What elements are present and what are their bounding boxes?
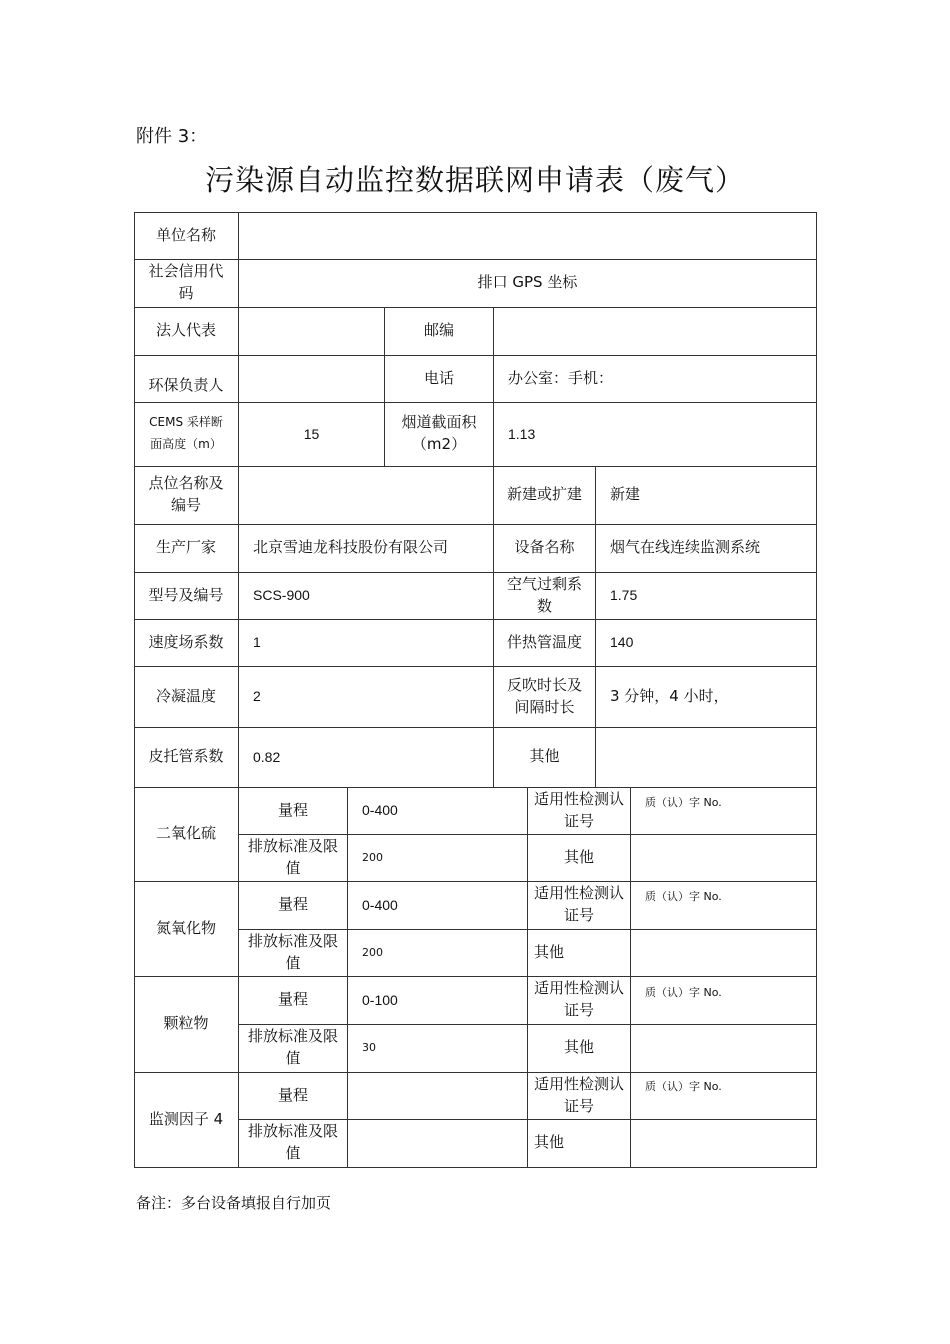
factor-range-value[interactable]: 0-100 [362, 991, 398, 1008]
factor-name: 二氧化硫 [155, 824, 216, 843]
phone-field[interactable]: 办公室：手机： [508, 368, 614, 387]
cems-height-value[interactable]: 15 [303, 425, 320, 442]
factor-range-value[interactable] [348, 1072, 527, 1119]
manufacturer-value[interactable]: 北京雪迪龙科技股份有限公司 [253, 538, 449, 557]
manufacturer-label: 生产厂家 [155, 538, 216, 557]
phone-label: 电话 [423, 368, 454, 387]
factor-other-field[interactable] [631, 929, 816, 976]
new-or-expand-label: 新建或扩建 [506, 485, 582, 504]
application-form [134, 212, 817, 1168]
footnote: 备注：多台设备填报自行加页 [136, 1194, 332, 1212]
factor-range-label: 量程 [277, 800, 308, 819]
factor-std-value[interactable] [348, 1119, 527, 1167]
flue-area-value[interactable]: 1.13 [508, 425, 536, 442]
other-label: 其他 [529, 747, 560, 766]
factor-std-label: 排放标准及限值 [247, 836, 338, 877]
legal-rep-field[interactable] [239, 307, 384, 355]
condense-label: 冷凝温度 [155, 686, 216, 705]
factor-cert-label: 适用性检测认证号 [533, 979, 624, 1019]
factor-std-label: 排放标准及限值 [247, 931, 338, 972]
pitot-value[interactable]: 0.82 [253, 748, 281, 765]
factor-other-label: 其他 [563, 1038, 594, 1057]
model-value[interactable]: SCS-900 [253, 587, 310, 604]
velocity-value[interactable]: 1 [253, 634, 261, 651]
unit-name-field[interactable] [239, 212, 816, 259]
model-label: 型号及编号 [148, 585, 224, 604]
flue-area-label: 烟道截面积（m2） [401, 413, 477, 453]
credit-code-label: 社会信用代码 [148, 262, 224, 302]
cems-height-label: CEMS 采样断面高度（m） [149, 415, 223, 451]
new-or-expand-value[interactable]: 新建 [610, 485, 641, 504]
factor-cert-label: 适用性检测认证号 [533, 1074, 624, 1115]
factor-range-value[interactable]: 0-400 [362, 802, 398, 819]
heat-pipe-label: 伴热管温度 [506, 632, 582, 651]
unit-name-label: 单位名称 [155, 225, 216, 244]
factor-std-value[interactable]: 30 [362, 1041, 376, 1055]
postcode-field[interactable] [494, 307, 816, 355]
annex-label: 附件 3： [136, 126, 208, 147]
factor-cert-label: 适用性检测认证号 [533, 789, 624, 830]
factor-cert-value[interactable]: 质（认）字 No. [645, 986, 722, 1000]
heat-pipe-value[interactable]: 140 [610, 634, 634, 651]
point-name-field[interactable] [239, 466, 493, 524]
factor-other-field[interactable] [631, 834, 816, 881]
factor-range-label: 量程 [277, 1085, 308, 1104]
factor-range-label: 量程 [277, 990, 308, 1009]
env-manager-label: 环保负责人 [148, 376, 224, 395]
factor-std-label: 排放标准及限值 [247, 1122, 338, 1162]
factor-other-field[interactable] [631, 1024, 816, 1072]
device-name-value[interactable]: 烟气在线连续监测系统 [610, 538, 761, 557]
factor-name: 监测因子 4 [148, 1109, 224, 1128]
factor-other-label: 其他 [563, 847, 594, 866]
factor-range-value[interactable]: 0-400 [362, 896, 398, 913]
other-field[interactable] [596, 727, 816, 787]
factor-other-field[interactable] [631, 1119, 816, 1167]
factor-cert-value[interactable]: 质（认）字 No. [645, 1080, 722, 1094]
blowback-value[interactable]: 3 分钟，4 小时， [610, 686, 729, 705]
factor-range-label: 量程 [277, 895, 308, 914]
factor-std-value[interactable]: 200 [362, 945, 383, 959]
excess-air-value[interactable]: 1.75 [610, 587, 638, 604]
postcode-label: 邮编 [423, 321, 454, 340]
factor-name: 颗粒物 [163, 1014, 209, 1033]
legal-rep-label: 法人代表 [155, 321, 216, 340]
factor-cert-value[interactable]: 质（认）字 No. [645, 890, 722, 904]
excess-air-label: 空气过剩系数 [506, 574, 582, 615]
condense-value[interactable]: 2 [253, 688, 261, 705]
factor-cert-label: 适用性检测认证号 [533, 884, 624, 924]
factor-other-label: 其他 [534, 1133, 565, 1152]
form-rule [816, 212, 817, 1168]
point-name-label: 点位名称及编号 [148, 474, 224, 514]
env-manager-field[interactable] [239, 355, 384, 402]
factor-std-label: 排放标准及限值 [247, 1027, 338, 1067]
blowback-label: 反吹时长及间隔时长 [506, 675, 582, 716]
page-title: 污染源自动监控数据联网申请表（废气） [204, 163, 745, 197]
factor-std-value[interactable]: 200 [362, 850, 383, 864]
form-rule [134, 1167, 817, 1168]
gps-label: 排口 GPS 坐标 [477, 273, 578, 292]
velocity-label: 速度场系数 [148, 632, 224, 651]
pitot-label: 皮托管系数 [148, 747, 224, 766]
factor-cert-value[interactable]: 质（认）字 No. [645, 796, 722, 810]
device-name-label: 设备名称 [514, 538, 575, 557]
factor-other-label: 其他 [534, 942, 565, 961]
factor-name: 氮氧化物 [155, 918, 216, 937]
